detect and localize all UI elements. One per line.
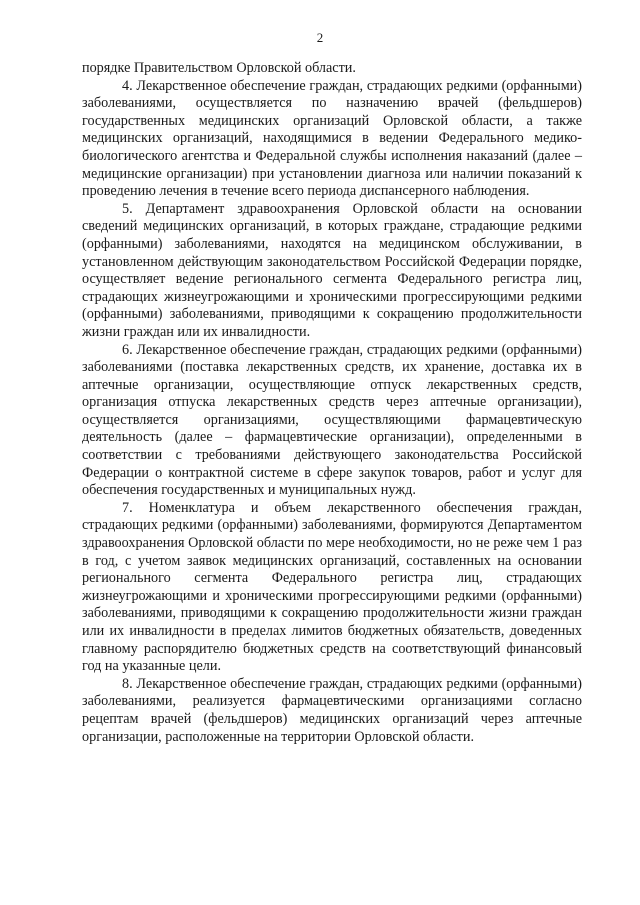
- paragraph-6: 6. Лекарственное обеспечение граждан, страдающих редкими (орфанными) заболеваниями (поставка лекарственных средств, их хранение, доставка их в аптечные организации, осуществляющие отпуск лекарственных средств, организация отпуска лекарственных средств через аптечные организации), осуществляется организациями, осуществляющими фармацевтическую деятельность (далее – фармацевтические организации), определенными в соответствии с требованиями действующего законодательства Российской Федерации о контрактной системе в сфере закупок товаров, работ и услуг для обеспечения государственных и муниципальных нужд.: [82, 341, 582, 499]
- document-body: [82, 60, 582, 746]
- paragraph-4: 4. Лекарственное обеспечение граждан, страдающих редкими (орфанными) заболеваниями, осуществляется по назначению врачей (фельдшеров) государственных медицинских организаций Орловской области, а также медицинских организаций, находящимися в ведении Федерального медико-биологического агентства и Федеральной службы исполнения наказаний (далее – медицинские организации) при установлении диагноза или наличии показаний к проведению лечения в течение всего периода диспансерного наблюдения.: [82, 77, 582, 200]
- paragraph-7: 7. Номенклатура и объем лекарственного обеспечения граждан, страдающих редкими (орфанными) заболеваниями, формируются Департаментом здравоохранения Орловской области по мере необходимости, но не реже чем 1 раз в год, с учетом заявок медицинских организаций, составленных на основании регионального сегмента Федерального регистра лиц, страдающих жизнеугрожающими и хроническими прогрессирующими редкими (орфанными) заболеваниями, приводящими к сокращению продолжительности жизни граждан или их инвалидности в пределах лимитов бюджетных обязательств, доведенных главному распорядителю бюджетных средств на соответствующий финансовый год на указанные цели.: [82, 499, 582, 675]
- paragraph-5: 5. Департамент здравоохранения Орловской области на основании сведений медицинских организаций, в которых граждане, страдающие редкими (орфанными) заболеваниями, находятся на медицинском обслуживании, в установленном действующим законодательством Российской Федерации порядке, осуществляет ведение регионального сегмента Федерального регистра лиц, страдающих жизнеугрожающими и хроническими прогрессирующими редкими (орфанными) заболеваниями, приводящими к сокращению продолжительности жизни граждан или их инвалидности.: [82, 200, 582, 340]
- paragraph-continuation: порядке Правительством Орловской области.: [82, 60, 356, 76]
- paragraph-8: 8. Лекарственное обеспечение граждан, страдающих редкими (орфанными) заболеваниями, реализуется фармацевтическими организациями согласно рецептам врачей (фельдшеров) медицинских организаций через аптечные организации, расположенные на территории Орловской области.: [82, 675, 582, 745]
- page-number: 2: [316, 30, 324, 45]
